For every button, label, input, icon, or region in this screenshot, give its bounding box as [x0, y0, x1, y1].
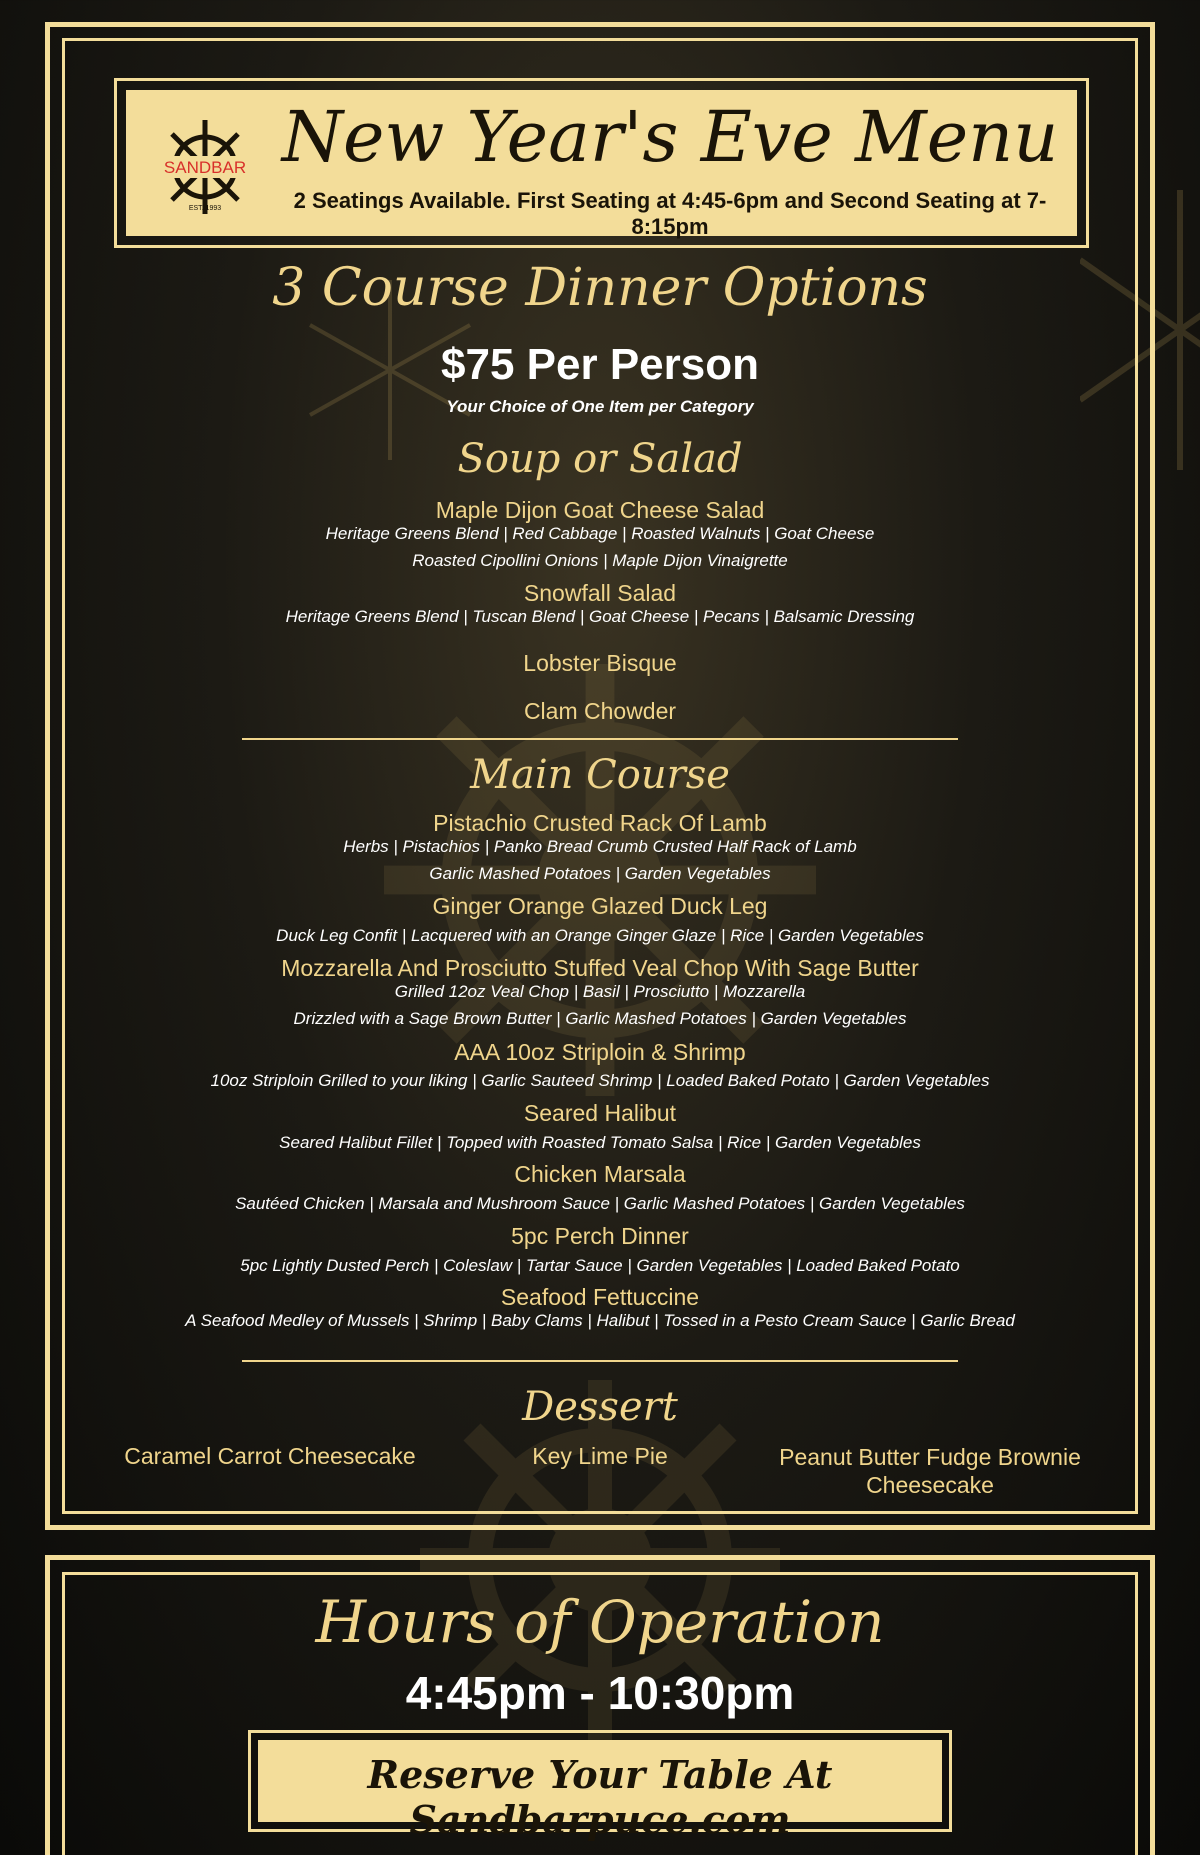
menu-item-name: AAA 10oz Striploin & Shrimp: [454, 1039, 746, 1065]
menu-item-desc: Heritage Greens Blend | Red Cabbage | Roasted Walnuts | Goat Cheese: [325, 524, 875, 543]
menu-item-desc: 5pc Lightly Dusted Perch | Coleslaw | Tartar Sauce | Garden Vegetables | Loaded Baked Potato: [240, 1256, 960, 1275]
menu-item-desc: A Seafood Medley of Mussels | Shrimp | Baby Clams | Halibut | Tossed in a Pesto Cream Sauce | Garlic Bread: [185, 1311, 1015, 1330]
seatings-info: 2 Seatings Available. First Seating at 4:45-6pm and Second Seating at 7-8:15pm: [293, 188, 1047, 239]
menu-item-name: Seared Halibut: [523, 1100, 677, 1126]
menu-item-name: 5pc Perch Dinner: [511, 1223, 689, 1249]
menu-item-name: Seafood Fettuccine: [500, 1284, 700, 1310]
menu-item-name: Chicken Marsala: [514, 1161, 686, 1187]
menu-item-desc: Drizzled with a Sage Brown Butter | Garlic Mashed Potatoes | Garden Vegetables: [293, 1009, 907, 1028]
menu-item-name: Clam Chowder: [523, 698, 677, 724]
section-divider: [242, 738, 958, 740]
menu-item-desc: Garlic Mashed Potatoes | Garden Vegetables: [429, 864, 771, 883]
choice-note: Your Choice of One Item per Category: [446, 397, 754, 416]
menu-item-name: Snowfall Salad: [523, 580, 677, 606]
menu-item-desc: Grilled 12oz Veal Chop | Basil | Prosciutto | Mozzarella: [394, 982, 806, 1001]
section-divider: [242, 1360, 958, 1362]
logo-text: SANDBAR: [163, 158, 247, 177]
reserve-link[interactable]: Reserve Your Table At Sandbarpuce.com: [367, 1752, 833, 1842]
menu-item-name: Maple Dijon Goat Cheese Salad: [435, 497, 765, 523]
soup-salad-heading: Soup or Salad: [457, 436, 743, 482]
dessert-item: Peanut Butter Fudge Brownie Cheesecake: [779, 1444, 1081, 1498]
dessert-item: Key Lime Pie: [532, 1443, 668, 1469]
hours-time: 4:45pm - 10:30pm: [405, 1667, 795, 1719]
menu-item-desc: 10oz Striploin Grilled to your liking | Garlic Sauteed Shrimp | Loaded Baked Potato | Garden Vegetables: [210, 1071, 990, 1090]
menu-item-desc: Seared Halibut Fillet | Topped with Roasted Tomato Salsa | Rice | Garden Vegetables: [279, 1133, 921, 1152]
hours-heading: Hours of Operation: [315, 1588, 885, 1656]
page-title: New Year's Eve Menu: [281, 96, 1059, 178]
main-course-heading: Main Course: [470, 752, 730, 798]
menu-item-desc: Roasted Cipollini Onions | Maple Dijon Vinaigrette: [412, 551, 788, 570]
menu-item-name: Mozzarella And Prosciutto Stuffed Veal Chop With Sage Butter: [281, 955, 919, 981]
sandbar-logo-icon: [150, 112, 260, 222]
menu-item-name: Pistachio Crusted Rack Of Lamb: [433, 810, 767, 836]
menu-item-desc: Duck Leg Confit | Lacquered with an Orange Ginger Glaze | Rice | Garden Vegetables: [276, 926, 924, 945]
dessert-heading: Dessert: [522, 1384, 678, 1430]
menu-item-desc: Heritage Greens Blend | Tuscan Blend | Goat Cheese | Pecans | Balsamic Dressing: [285, 607, 915, 626]
menu-item-desc: Sautéed Chicken | Marsala and Mushroom Sauce | Garlic Mashed Potatoes | Garden Vegetables: [235, 1194, 965, 1213]
dessert-item: Caramel Carrot Cheesecake: [124, 1443, 416, 1469]
price: $75 Per Person: [441, 340, 759, 389]
dinner-options-heading: 3 Course Dinner Options: [272, 258, 928, 318]
menu-item-desc: Herbs | Pistachios | Panko Bread Crumb Crusted Half Rack of Lamb: [343, 837, 857, 856]
menu-item-name: Ginger Orange Glazed Duck Leg: [432, 893, 768, 919]
logo-est: EST. 1993: [188, 205, 222, 212]
menu-item-name: Lobster Bisque: [523, 650, 677, 676]
